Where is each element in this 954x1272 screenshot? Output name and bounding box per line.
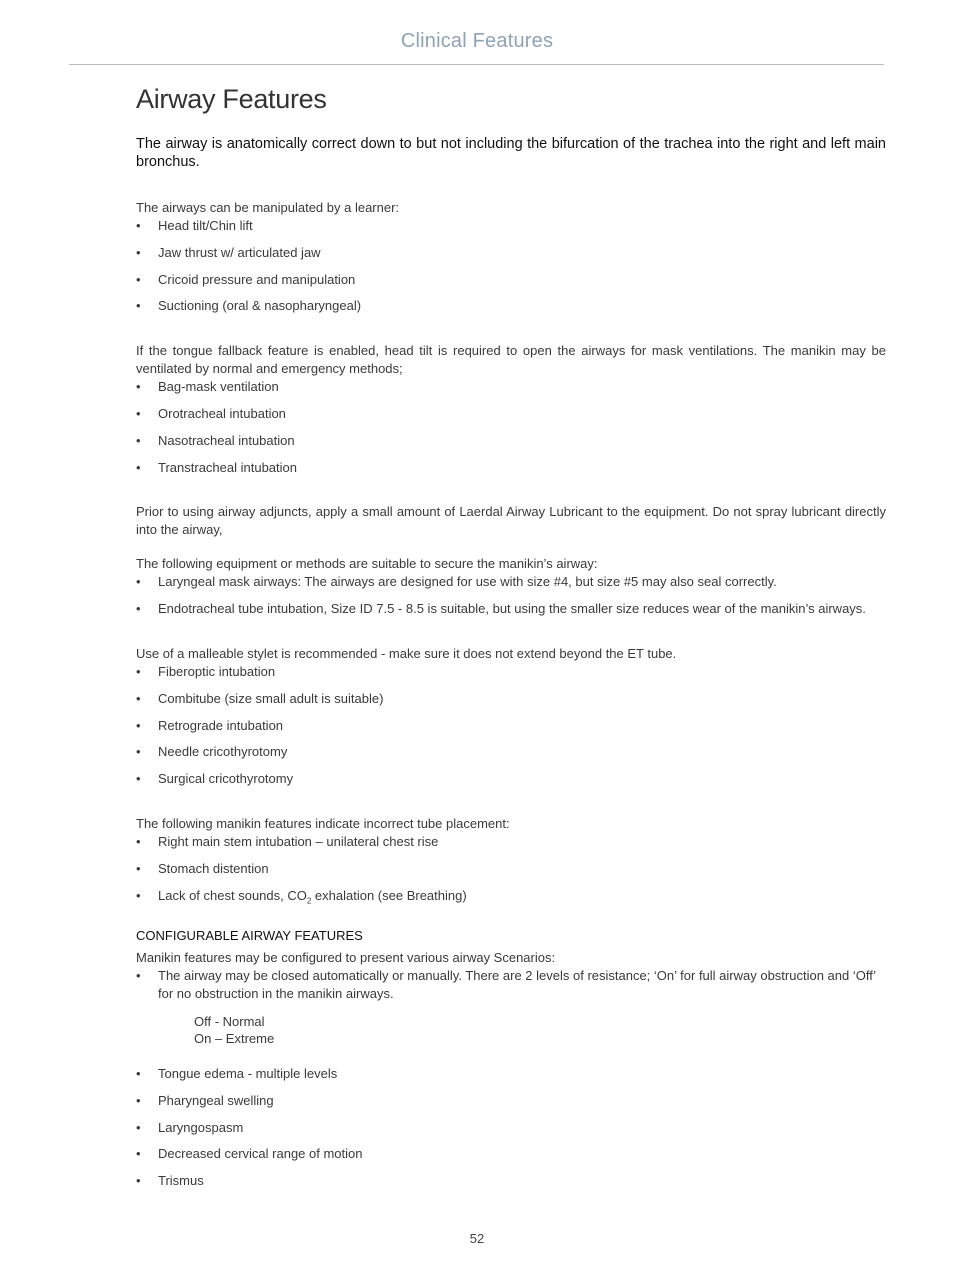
list-item: • Needle cricothyrotomy (136, 743, 886, 761)
list-item: • The airway may be closed automatically or manually. There are 2 levels of resistance; ‘On’ for full airway obstruction and ‘Off’ for no obstruction in the manikin airways. (136, 967, 886, 1003)
list-item: • Surgical cricothyrotomy (136, 770, 886, 788)
level-off: Off - Normal (194, 1013, 265, 1029)
list-item: • Decreased cervical range of motion (136, 1145, 886, 1163)
list-item: • Stomach distention (136, 860, 886, 878)
incorrect-placement-list (136, 833, 886, 910)
configurable-list (136, 1065, 886, 1190)
co2-text-after: exhalation (see Breathing) (311, 887, 467, 903)
header-divider (69, 64, 884, 65)
list-item: • Combitube (size small adult is suitable) (136, 690, 886, 708)
list-item: • Nasotracheal intubation (136, 432, 886, 450)
lead-paragraph: The airway is anatomically correct down to but not including the bifurcation of the trachea into the right and left main bronchus. (136, 136, 886, 170)
page-number: 52 (469, 1231, 485, 1246)
equipment-list (136, 573, 886, 618)
stylet-list (136, 663, 886, 788)
list-item: • Pharyngeal swelling (136, 1092, 886, 1110)
list-item: • Transtracheal intubation (136, 459, 886, 477)
level-on: On – Extreme (194, 1030, 275, 1046)
co2-subscript: 2 (306, 896, 312, 906)
list-item: • Laryngeal mask airways: The airways are designed for use with size #4, but size #5 may also seal correctly. (136, 573, 886, 591)
list-item: • Fiberoptic intubation (136, 663, 886, 681)
manipulation-intro: The airways can be manipulated by a learner: (136, 200, 400, 215)
configurable-closure-list (136, 967, 886, 1003)
list-item: • Trismus (136, 1172, 886, 1190)
list-item: • Cricoid pressure and manipulation (136, 271, 886, 289)
list-item: • Suctioning (oral & nasopharyngeal) (136, 297, 886, 315)
list-item: • Endotracheal tube intubation, Size ID 7.5 - 8.5 is suitable, but using the smaller size reduces wear of the manikin’s airways. (136, 600, 886, 618)
list-item: • Right main stem intubation – unilateral chest rise (136, 833, 886, 851)
list-item: • Retrograde intubation (136, 717, 886, 735)
list-item: • Tongue edema - multiple levels (136, 1065, 886, 1083)
manipulation-list (136, 217, 886, 315)
ventilation-intro: If the tongue fallback feature is enabled, head tilt is required to open the airways for mask ventilations. The manikin may be ventilated by normal and emergency methods; (136, 343, 886, 377)
resistance-levels (194, 1013, 886, 1047)
list-item: • Head tilt/Chin lift (136, 217, 886, 235)
list-item: • Jaw thrust w/ articulated jaw (136, 244, 886, 262)
configurable-intro: Manikin features may be configured to present various airway Scenarios: (136, 949, 556, 965)
section-title: Airway Features (136, 84, 327, 114)
stylet-intro: Use of a malleable stylet is recommended - make sure it does not extend beyond the ET tube. (136, 645, 677, 661)
co2-text: Lack of chest sounds, CO (158, 887, 307, 903)
list-item: • Laryngospasm (136, 1119, 886, 1137)
lubricant-note: Prior to using airway adjuncts, apply a small amount of Laerdal Airway Lubricant to the equipment. Do not spray lubricant directly into the airway, (136, 504, 886, 538)
incorrect-placement-intro: The following manikin features indicate incorrect tube placement: (136, 815, 510, 831)
page-content (136, 84, 886, 1199)
list-item: • Orotracheal intubation (136, 405, 886, 423)
equipment-intro: The following equipment or methods are suitable to secure the manikin’s airway: (136, 556, 598, 572)
configurable-heading: CONFIGURABLE AIRWAY FEATURES (136, 927, 363, 943)
running-header: Clinical Features (400, 30, 554, 52)
list-item: • Bag-mask ventilation (136, 378, 886, 396)
ventilation-list (136, 378, 886, 476)
list-item (136, 887, 886, 911)
